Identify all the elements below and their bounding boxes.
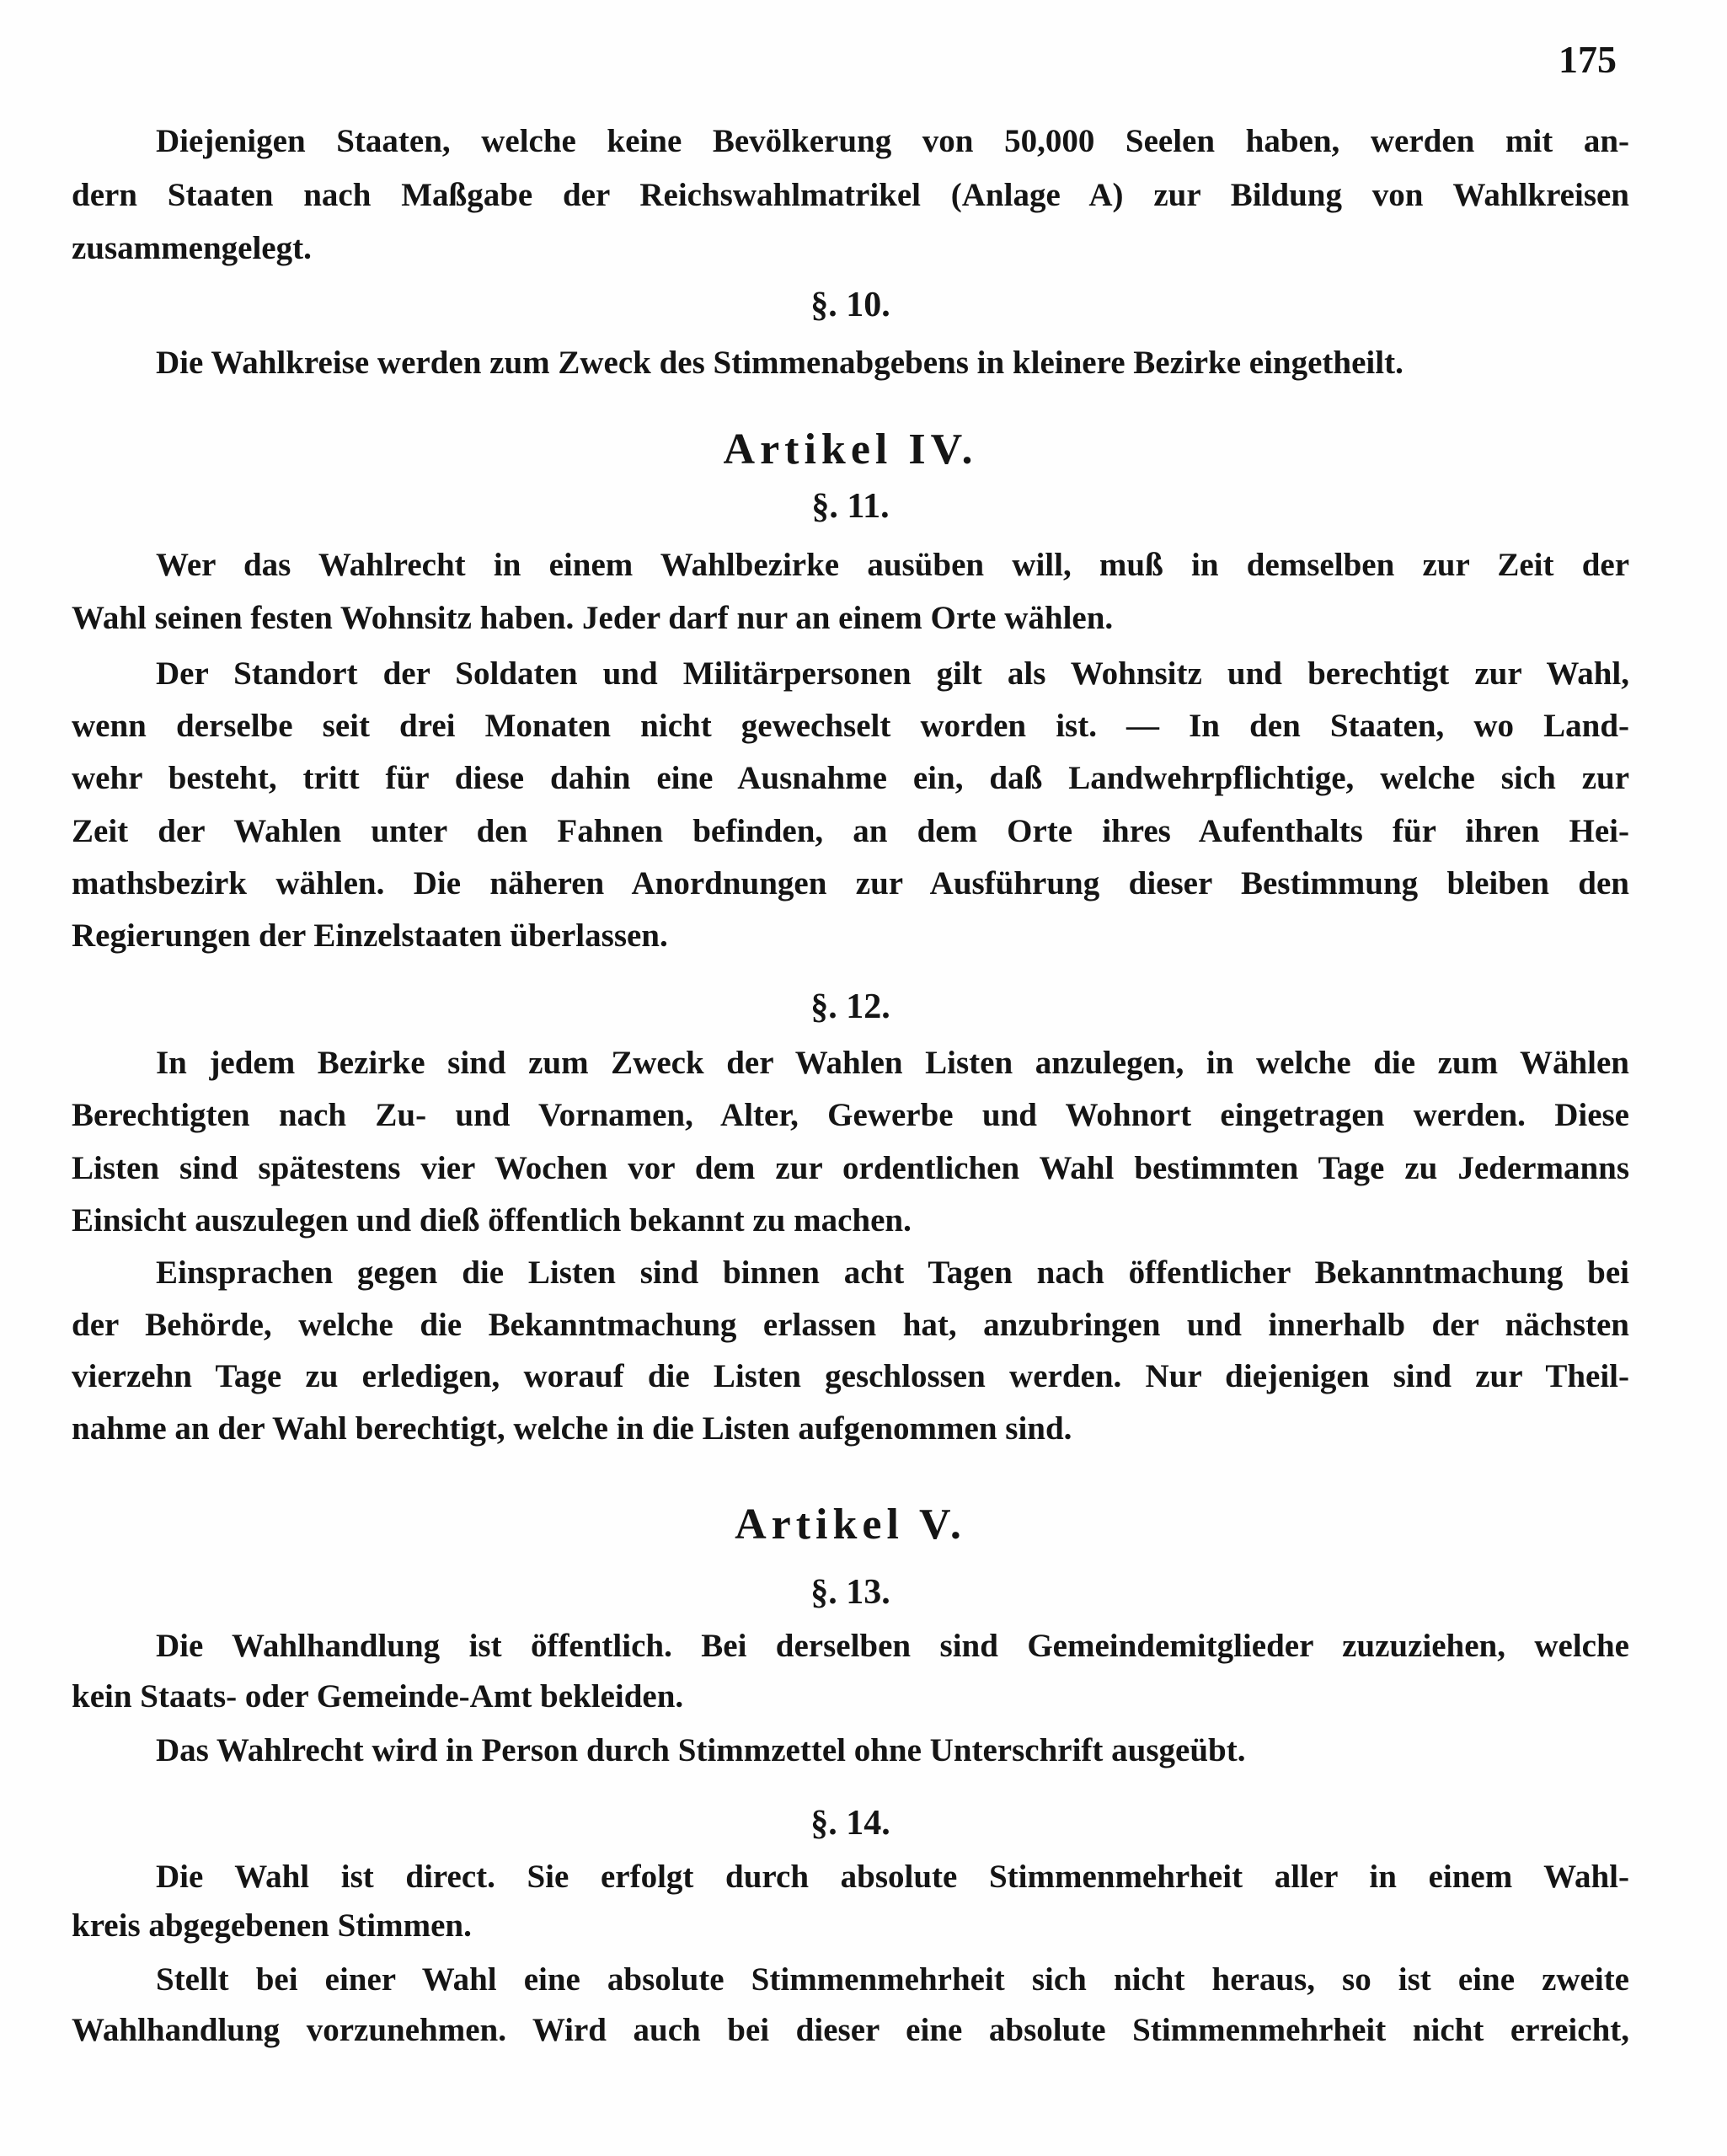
text-line: Die Wahlhandlung ist öffentlich. Bei derselben sind Gemeindemitglieder zuzuziehen, welche	[156, 1628, 1629, 1664]
text-line: Das Wahlrecht wird in Person durch Stimmzettel ohne Unterschrift ausgeübt.	[156, 1732, 1246, 1768]
section-heading: §. 10.	[810, 286, 890, 324]
text-line: Wahlhandlung vorzunehmen. Wird auch bei dieser eine absolute Stimmenmehrheit nicht erreicht,	[72, 2012, 1629, 2048]
text-line: wenn derselbe seit drei Monaten nicht gewechselt worden ist. — In den Staaten, wo Land-	[72, 708, 1629, 744]
text-line: Die Wahl ist direct. Sie erfolgt durch absolute Stimmenmehrheit aller in einem Wahl-	[156, 1859, 1629, 1895]
text-line: der Behörde, welche die Bekanntmachung erlassen hat, anzubringen und innerhalb der nächsten	[72, 1307, 1629, 1343]
section-heading: §. 13.	[810, 1573, 890, 1612]
article-heading: Artikel IV.	[723, 425, 978, 473]
text-line: vierzehn Tage zu erledigen, worauf die Listen geschlossen werden. Nur diejenigen sind zur Theil-	[72, 1358, 1629, 1394]
text-line: Der Standort der Soldaten und Militärpersonen gilt als Wohnsitz und berechtigt zur Wahl,	[156, 655, 1629, 692]
text-line: dern Staaten nach Maßgabe der Reichswahlmatrikel (Anlage A) zur Bildung von Wahlkreisen	[72, 177, 1629, 213]
text-line: Zeit der Wahlen unter den Fahnen befinden, an dem Orte ihres Aufenthalts für ihren Hei-	[72, 813, 1629, 849]
text-line: zusammengelegt.	[72, 230, 312, 266]
text-line: Diejenigen Staaten, welche keine Bevölkerung von 50,000 Seelen haben, werden mit an-	[156, 123, 1629, 159]
section-heading: §. 11.	[811, 487, 890, 526]
section-heading: §. 14.	[810, 1804, 890, 1843]
text-line: Einsprachen gegen die Listen sind binnen acht Tagen nach öffentlicher Bekanntmachung bei	[156, 1255, 1629, 1291]
text-line: Wer das Wahlrecht in einem Wahlbezirke ausüben will, muß in demselben zur Zeit der	[156, 547, 1629, 583]
text-line: nahme an der Wahl berechtigt, welche in die Listen aufgenommen sind.	[72, 1410, 1072, 1447]
article-heading: Artikel V.	[735, 1501, 966, 1549]
text-line: Einsicht auszulegen und dieß öffentlich bekannt zu machen.	[72, 1202, 912, 1238]
text-line: Stellt bei einer Wahl eine absolute Stimmenmehrheit sich nicht heraus, so ist eine zweite	[156, 1961, 1629, 1998]
text-line: mathsbezirk wählen. Die näheren Anordnungen zur Ausführung dieser Bestimmung bleiben den	[72, 865, 1629, 901]
text-line: In jedem Bezirke sind zum Zweck der Wahlen Listen anzulegen, in welche die zum Wählen	[156, 1045, 1629, 1081]
text-line: Die Wahlkreise werden zum Zweck des Stimmenabgebens in kleinere Bezirke eingetheilt.	[156, 345, 1404, 381]
text-line: kreis abgegebenen Stimmen.	[72, 1907, 472, 1944]
text-line: Listen sind spätestens vier Wochen vor dem zur ordentlichen Wahl bestimmten Tage zu Jedermanns	[72, 1150, 1629, 1186]
text-line: wehr besteht, tritt für diese dahin eine Ausnahme ein, daß Landwehrpflichtige, welche sich zur	[72, 760, 1629, 796]
text-line: Berechtigten nach Zu- und Vornamen, Alter, Gewerbe und Wohnort eingetragen werden. Diese	[72, 1097, 1629, 1133]
page-number: 175	[1559, 38, 1617, 81]
text-line: kein Staats- oder Gemeinde-Amt bekleiden.	[72, 1678, 684, 1715]
text-line: Wahl seinen festen Wohnsitz haben. Jeder darf nur an einem Orte wählen.	[72, 600, 1114, 636]
section-heading: §. 12.	[810, 987, 890, 1026]
text-line: Regierungen der Einzelstaaten überlassen.	[72, 918, 668, 954]
